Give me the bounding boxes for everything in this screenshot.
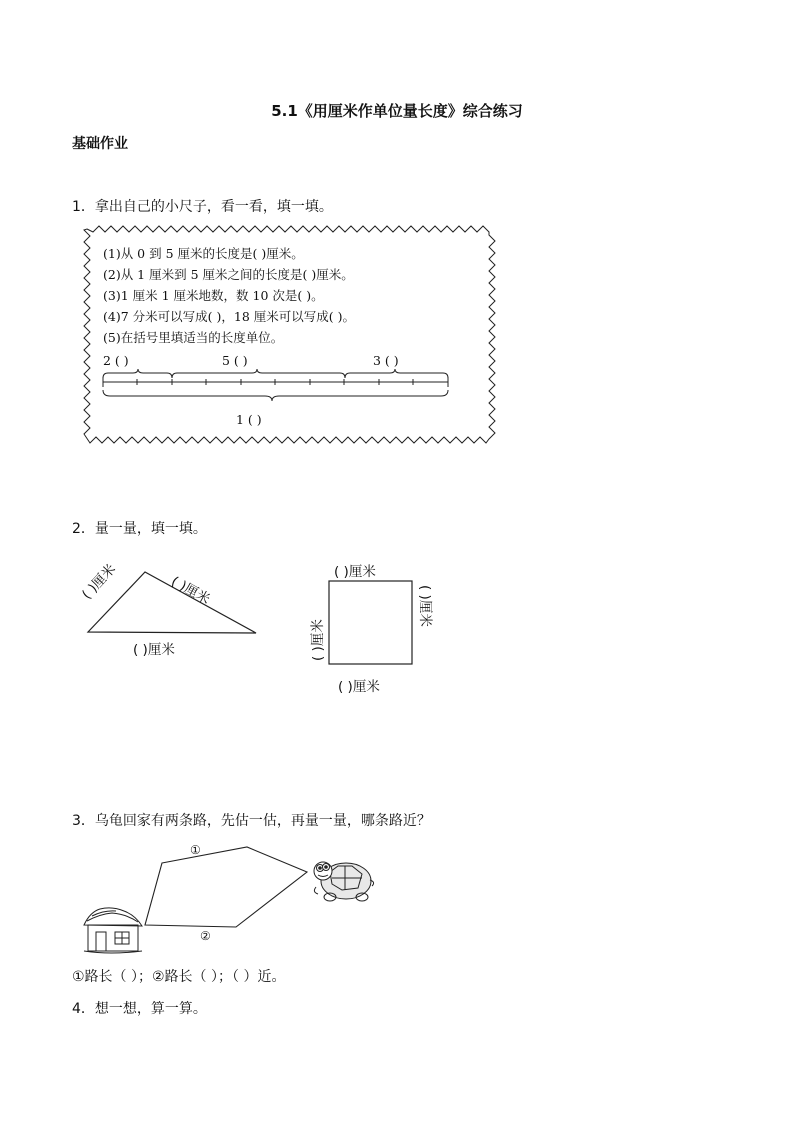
q1-line-2: (2)从 1 厘米到 5 厘米之间的长度是( )厘米。 bbox=[103, 267, 354, 282]
route-2-label: ② bbox=[200, 929, 211, 943]
q1-line-5: (5)在括号里填适当的长度单位。 bbox=[103, 330, 284, 345]
question-3-heading: 3．乌龟回家有两条路，先估一估，再量一量，哪条路近？ bbox=[72, 813, 431, 829]
section-heading: 基础作业 bbox=[72, 136, 128, 152]
triangle-right-label: ( )厘米 bbox=[168, 573, 213, 608]
question-1-heading: 1．拿出自己的小尺子，看一看，填一填。 bbox=[72, 199, 333, 215]
square-right-label: ( )厘米 bbox=[417, 585, 433, 627]
ruler-total-label: 1 ( ) bbox=[236, 412, 262, 427]
ruler-segment-label-1: 2 ( ) bbox=[103, 353, 129, 368]
square-left-label: ( )厘米 bbox=[310, 619, 326, 661]
triangle-bottom-label: ( )厘米 bbox=[133, 642, 175, 658]
route-1-label: ① bbox=[190, 843, 201, 857]
question-4-heading: 4．想一想，算一算。 bbox=[72, 1001, 207, 1017]
triangle-left-label: ( )厘米 bbox=[78, 561, 120, 603]
page-title: 5.1《用厘米作单位量长度》综合练习 bbox=[271, 102, 523, 120]
ruler-segment-label-2: 5 ( ) bbox=[222, 353, 248, 368]
square-bottom-label: ( )厘米 bbox=[338, 679, 380, 695]
ruler-segment-label-3: 3 ( ) bbox=[373, 353, 399, 368]
square-top-label: ( )厘米 bbox=[334, 564, 376, 580]
question-2-heading: 2．量一量，填一填。 bbox=[72, 521, 207, 537]
q1-line-1: (1)从 0 到 5 厘米的长度是( )厘米。 bbox=[103, 246, 304, 261]
q1-line-4: (4)7 分米可以写成( )，18 厘米可以写成( )。 bbox=[103, 309, 355, 324]
q1-line-3: (3)1 厘米 1 厘米地数，数 10 次是( )。 bbox=[103, 288, 324, 303]
question-3-answer-line: ①路长（ ）；②路长（ ）；（ ）近。 bbox=[72, 969, 286, 985]
